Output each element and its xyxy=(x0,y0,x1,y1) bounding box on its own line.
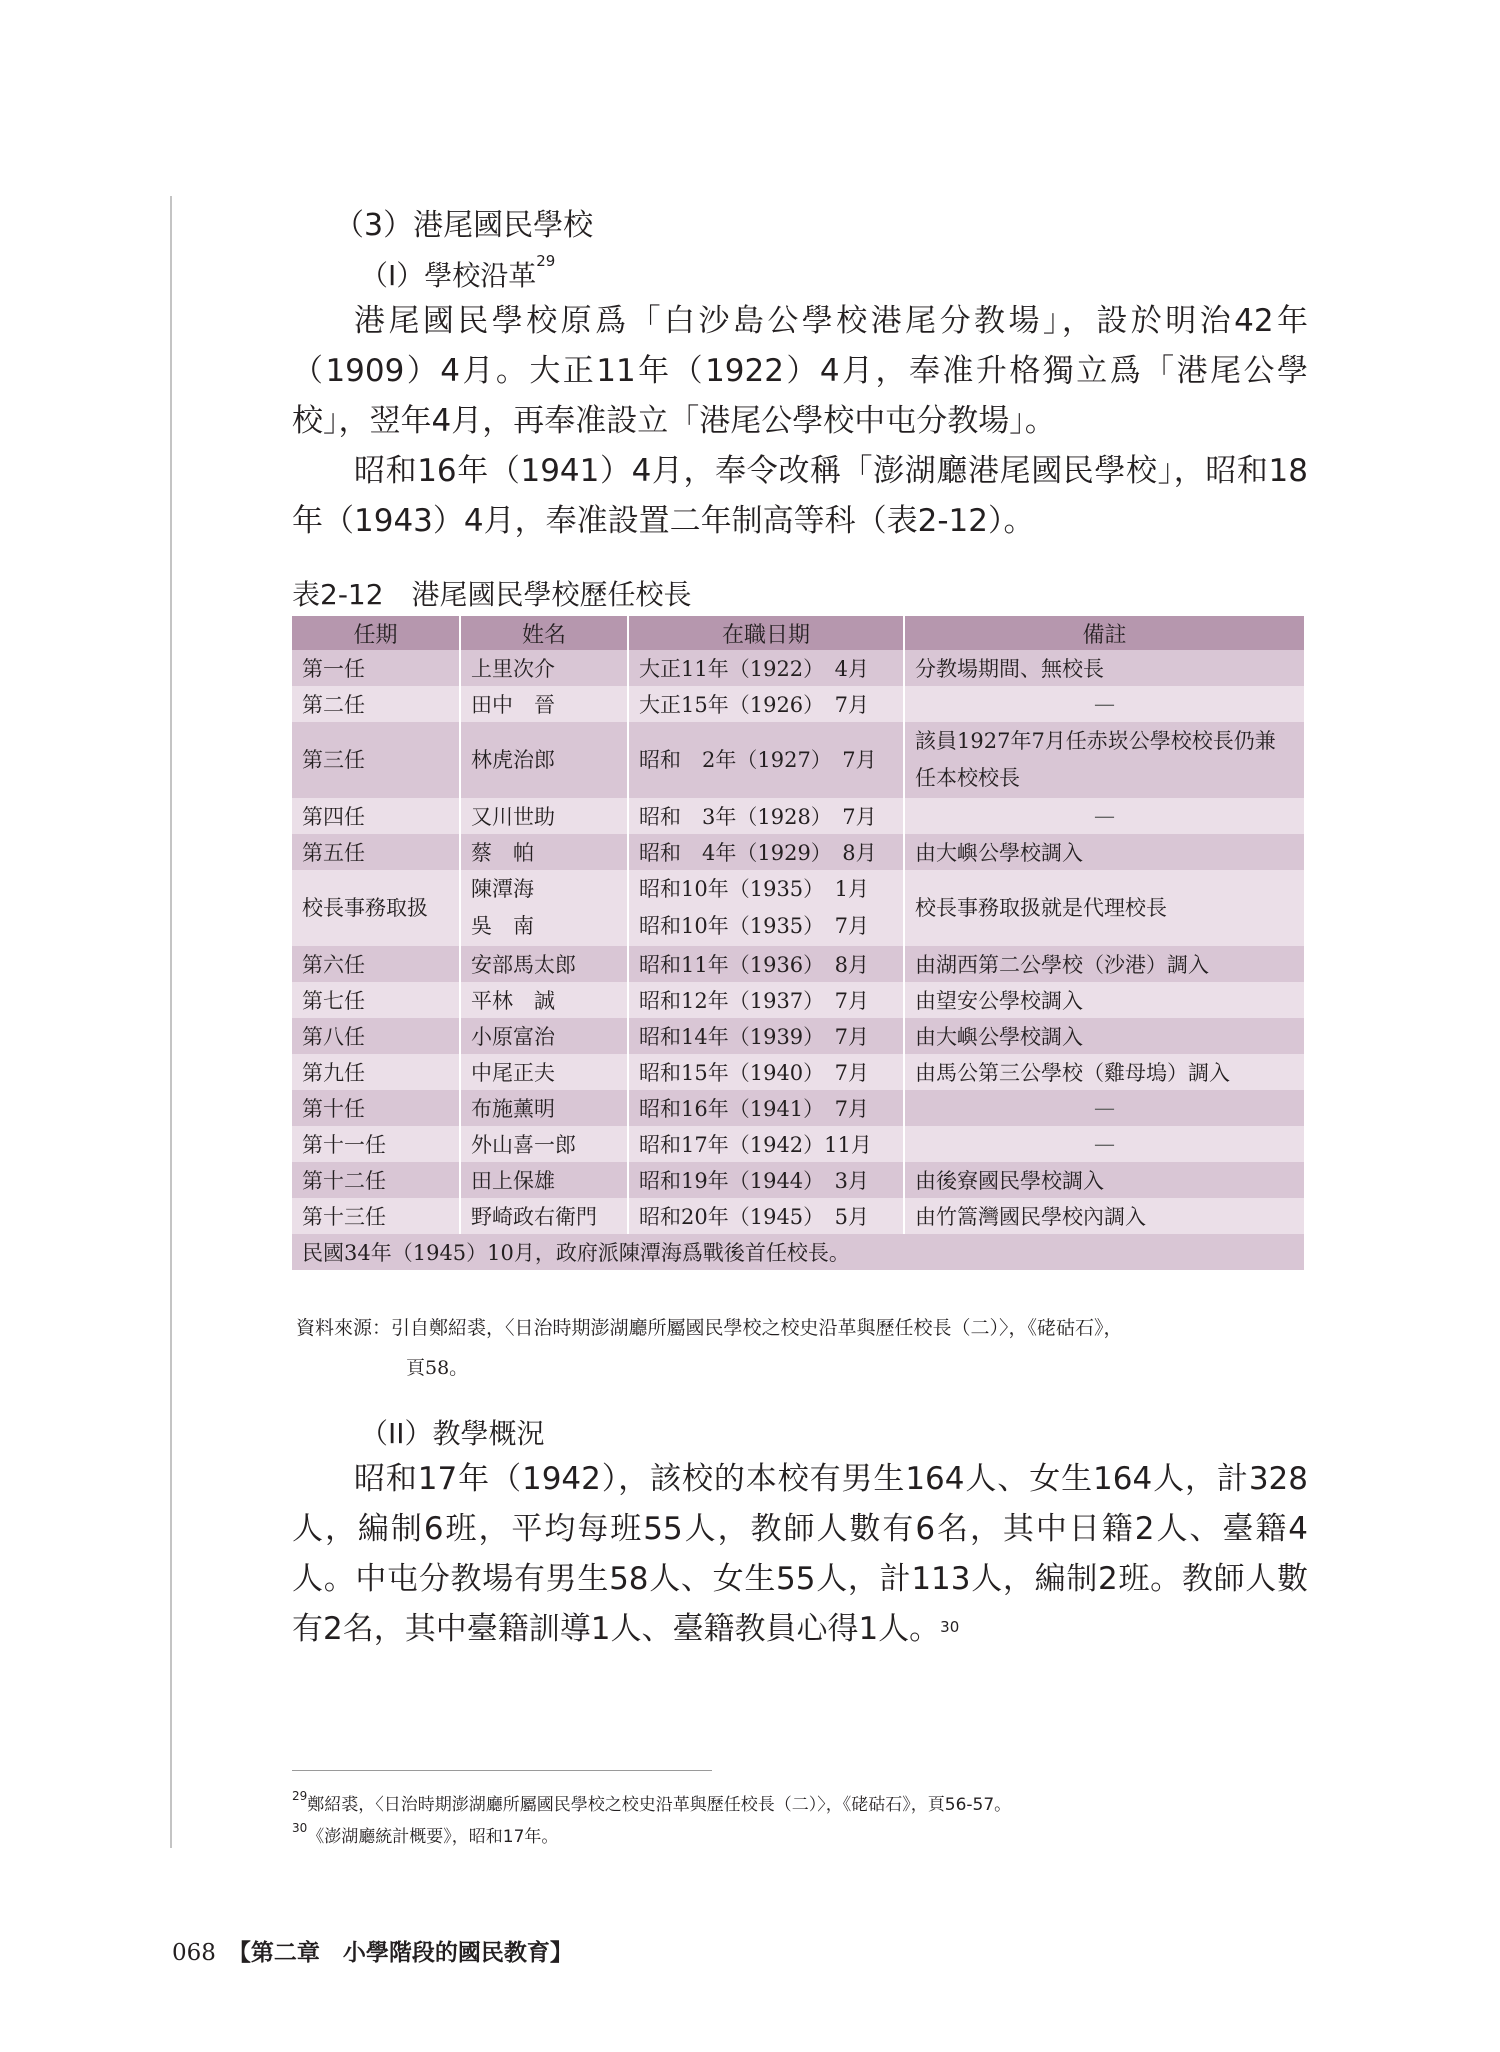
page-footer xyxy=(172,1934,573,1967)
table-row xyxy=(292,686,1304,722)
cell-term: 第二任 xyxy=(292,686,460,722)
header-note: 備註 xyxy=(904,616,1304,650)
footnote-text: 鄭紹裘，〈日治時期澎湖廳所屬國民學校之校史沿革與歷任校長（二）〉，《硓𥑮石》，頁56-57。 xyxy=(307,1795,1012,1815)
paragraph-history-1: 港尾國民學校原爲「白沙島公學校港尾分教場」，設於明治42年（1909）4月。大正11年（1922）4月，奉准升格獨立爲「港尾公學校」，翌年4月，再奉准設立「港尾公學校中屯分教場」。 xyxy=(292,303,1308,439)
subsection-heading-history xyxy=(360,254,555,294)
cell-name: 吳 南 xyxy=(471,914,534,938)
cell-date: 大正15年（1926） 7月 xyxy=(628,686,904,722)
cell-name: 蔡 帕 xyxy=(460,834,628,870)
table-row xyxy=(292,1162,1304,1198)
cell-name: 上里次介 xyxy=(460,650,628,686)
table-row xyxy=(292,1126,1304,1162)
cell-name: 外山喜一郎 xyxy=(460,1126,628,1162)
cell-name: 野崎政右衛門 xyxy=(460,1198,628,1234)
table-footer-note: 民國34年（1945）10月，政府派陳潭海爲戰後首任校長。 xyxy=(292,1234,1304,1270)
cell-note: 由後寮國民學校調入 xyxy=(904,1162,1304,1198)
footnote-ref-29[interactable]: 29 xyxy=(536,252,556,270)
section-heading: （3）港尾國民學校 xyxy=(334,208,594,243)
header-date: 在職日期 xyxy=(628,616,904,650)
subsection-heading-teaching: （II）教學概況 xyxy=(360,1417,545,1450)
header-term: 任期 xyxy=(292,616,460,650)
cell-date: 昭和16年（1941） 7月 xyxy=(628,1090,904,1126)
cell-name: 田中 晉 xyxy=(460,686,628,722)
cell-note: 該員1927年7月任赤崁公學校校長仍兼任本校校長 xyxy=(904,722,1304,798)
cell-name: 中尾正夫 xyxy=(460,1054,628,1090)
cell-date: 昭和12年（1937） 7月 xyxy=(628,982,904,1018)
table-row xyxy=(292,1018,1304,1054)
subsection-heading-text: （I）學校沿革 xyxy=(360,259,537,292)
cell-name: 平林 誠 xyxy=(460,982,628,1018)
table-row xyxy=(292,1054,1304,1090)
cell-term: 第十任 xyxy=(292,1090,460,1126)
footnote-text: 《澎湖廳統計概要》，昭和17年。 xyxy=(307,1827,559,1847)
cell-term: 第十一任 xyxy=(292,1126,460,1162)
cell-date: 昭和10年（1935） 7月 xyxy=(639,914,870,938)
cell-note: — xyxy=(904,798,1304,834)
footnote-ref-30[interactable]: 30 xyxy=(940,1618,960,1636)
footnote-mark: 30 xyxy=(292,1821,308,1835)
cell-date: 昭和 4年（1929） 8月 xyxy=(628,834,904,870)
cell-date: 昭和17年（1942）11月 xyxy=(628,1126,904,1162)
table-footer-row xyxy=(292,1234,1304,1270)
page-number: 068 xyxy=(172,1940,216,1966)
table-row xyxy=(292,946,1304,982)
table-row xyxy=(292,722,1304,798)
table-row xyxy=(292,1198,1304,1234)
source-line: 頁58。 xyxy=(406,1357,469,1379)
cell-note: 由馬公第三公學校（雞母塢）調入 xyxy=(904,1054,1304,1090)
table-row xyxy=(292,798,1304,834)
cell-date: 昭和15年（1940） 7月 xyxy=(628,1054,904,1090)
cell-note: 由湖西第二公學校（沙港）調入 xyxy=(904,946,1304,982)
cell-name: 又川世助 xyxy=(460,798,628,834)
footnote-30 xyxy=(292,1822,558,1847)
cell-name: 布施薰明 xyxy=(460,1090,628,1126)
cell-term: 第六任 xyxy=(292,946,460,982)
cell-term: 校長事務取扱 xyxy=(292,870,460,946)
cell-note: 由望安公學校調入 xyxy=(904,982,1304,1018)
paragraph-teaching-text: 昭和17年（1942），該校的本校有男生164人、女生164人，計328人，編制6班，平均每班55人，教師人數有6名，其中日籍2人、臺籍4人。中屯分教場有男生58人、女生55人，計113人，編制2班。教師人數有2名，其中臺籍訓導1人、臺籍教員心得1人。 xyxy=(292,1461,1308,1647)
table-row xyxy=(292,1090,1304,1126)
paragraph-history-2: 昭和16年（1941）4月，奉令改稱「澎湖廳港尾國民學校」，昭和18年（1943）4月，奉准設置二年制高等科（表2-12）。 xyxy=(292,453,1308,539)
chapter-title: 【第二章 小學階段的國民教育】 xyxy=(227,1939,573,1966)
cell-date: 昭和 3年（1928） 7月 xyxy=(628,798,904,834)
cell-term: 第九任 xyxy=(292,1054,460,1090)
cell-date-pair xyxy=(628,870,904,946)
cell-date: 昭和14年（1939） 7月 xyxy=(628,1018,904,1054)
cell-term: 第三任 xyxy=(292,722,460,798)
table-row xyxy=(292,982,1304,1018)
cell-date: 昭和10年（1935） 1月 xyxy=(639,877,870,901)
table-source xyxy=(296,1308,1308,1388)
cell-name: 田上保雄 xyxy=(460,1162,628,1198)
table-row xyxy=(292,650,1304,686)
cell-term: 第七任 xyxy=(292,982,460,1018)
cell-date: 昭和19年（1944） 3月 xyxy=(628,1162,904,1198)
cell-note: — xyxy=(904,1126,1304,1162)
footnote-29 xyxy=(292,1790,1011,1815)
cell-term: 第十三任 xyxy=(292,1198,460,1234)
cell-term: 第八任 xyxy=(292,1018,460,1054)
cell-note: 校長事務取扱就是代理校長 xyxy=(904,870,1304,946)
cell-note: 分教場期間、無校長 xyxy=(904,650,1304,686)
margin-rule xyxy=(170,196,172,1848)
cell-note: 由大嶼公學校調入 xyxy=(904,1018,1304,1054)
cell-date: 昭和 2年（1927） 7月 xyxy=(628,722,904,798)
cell-term: 第四任 xyxy=(292,798,460,834)
cell-note: — xyxy=(904,686,1304,722)
table-caption: 表2-12 港尾國民學校歷任校長 xyxy=(292,578,692,611)
footnote-mark: 29 xyxy=(292,1789,308,1803)
table-row xyxy=(292,870,1304,946)
cell-term: 第一任 xyxy=(292,650,460,686)
cell-note: — xyxy=(904,1090,1304,1126)
cell-name: 林虎治郎 xyxy=(460,722,628,798)
cell-date: 大正11年（1922） 4月 xyxy=(628,650,904,686)
principals-table xyxy=(292,616,1304,1270)
cell-name-pair xyxy=(460,870,628,946)
table-row xyxy=(292,834,1304,870)
cell-name: 小原富治 xyxy=(460,1018,628,1054)
cell-term: 第五任 xyxy=(292,834,460,870)
cell-date: 昭和20年（1945） 5月 xyxy=(628,1198,904,1234)
cell-note: 由竹篙灣國民學校內調入 xyxy=(904,1198,1304,1234)
cell-note: 由大嶼公學校調入 xyxy=(904,834,1304,870)
cell-name: 陳潭海 xyxy=(471,877,534,901)
table-header-row xyxy=(292,616,1304,650)
header-name: 姓名 xyxy=(460,616,628,650)
footnote-rule xyxy=(292,1770,712,1771)
cell-date: 昭和11年（1936） 8月 xyxy=(628,946,904,982)
paragraph-teaching xyxy=(292,1454,1308,1654)
source-line: 資料來源：引自鄭紹裘，〈日治時期澎湖廳所屬國民學校之校史沿革與歷任校長（二）〉，《硓𥑮石》， xyxy=(296,1317,1123,1339)
cell-name: 安部馬太郎 xyxy=(460,946,628,982)
cell-term: 第十二任 xyxy=(292,1162,460,1198)
